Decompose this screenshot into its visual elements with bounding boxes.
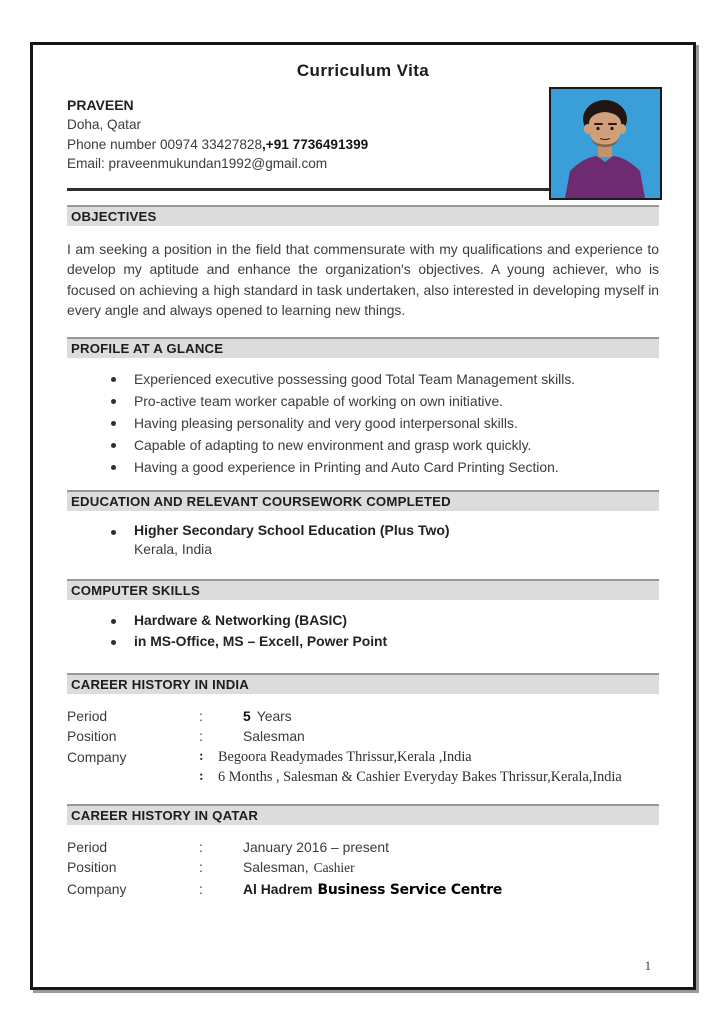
profile-heading-label: PROFILE AT A GLANCE xyxy=(71,340,224,356)
portrait-photo xyxy=(549,87,662,200)
row-label: Company xyxy=(67,748,127,765)
computer-skill-bullet: Hardware & Networking (BASIC) xyxy=(109,610,659,631)
education-heading-label: EDUCATION AND RELEVANT COURSEWORK COMPLETED xyxy=(71,493,451,509)
portrait-photo-graphic xyxy=(551,89,660,198)
row-value: January 2016 – present xyxy=(243,838,389,855)
position-secondary: Cashier xyxy=(313,860,355,875)
profile-bullet: Having pleasing personality and very good interpersonal skills. xyxy=(109,412,659,434)
contact-block xyxy=(67,95,659,174)
row-label xyxy=(67,767,199,788)
section-heading-computer-skills xyxy=(67,579,659,600)
row-colon: : xyxy=(199,859,203,875)
row-colon: : xyxy=(199,748,204,764)
career-row-company xyxy=(67,879,659,901)
photo-eyebrow-left xyxy=(594,123,603,125)
section-heading-education xyxy=(67,490,659,511)
row-label: Period xyxy=(67,707,108,724)
page-number: 1 xyxy=(644,959,651,973)
career-row-position xyxy=(67,857,659,879)
career-row-period xyxy=(67,837,659,858)
profile-bullet: Pro-active team worker capable of working on own initiative. xyxy=(109,390,659,412)
period-years-unit: Years xyxy=(256,707,292,724)
row-colon: : xyxy=(199,880,203,897)
row-label: Company xyxy=(67,880,127,897)
section-heading-career-qatar xyxy=(67,804,659,825)
company-name-part1: Al Hadrem xyxy=(243,880,313,897)
contact-location: Doha, Qatar xyxy=(67,117,142,132)
photo-eyebrow-right xyxy=(608,123,617,125)
row-value xyxy=(243,706,292,727)
education-item xyxy=(109,521,659,560)
document-title: Curriculum Vita xyxy=(296,61,430,80)
row-value xyxy=(243,857,355,879)
row-colon: : xyxy=(199,838,203,855)
career-india-rows xyxy=(67,706,659,788)
contact-phone-primary: Phone number 00974 33427828 xyxy=(67,136,263,152)
cv-content xyxy=(67,57,659,900)
photo-eye-left xyxy=(596,127,599,130)
contact-phone-secondary: ,+91 7736491399 xyxy=(262,136,369,152)
objectives-heading-label: OBJECTIVES xyxy=(71,208,157,224)
row-label: Position xyxy=(67,728,117,744)
career-row-period xyxy=(67,706,659,727)
contact-email: Email: praveenmukundan1992@gmail.com xyxy=(67,156,328,171)
education-item-title: Higher Secondary School Education (Plus Two) xyxy=(134,521,450,538)
profile-bullet-list xyxy=(109,368,659,478)
row-label: Position xyxy=(67,859,117,875)
career-india-heading-label: CAREER HISTORY IN INDIA xyxy=(71,676,250,692)
computer-skills-heading-label: COMPUTER SKILLS xyxy=(71,582,201,598)
profile-bullet: Having a good experience in Printing and Auto Card Printing Section. xyxy=(109,456,659,478)
section-heading-objectives xyxy=(67,205,659,226)
profile-bullet: Capable of adapting to new environment and grasp work quickly. xyxy=(109,434,659,456)
position-primary: Salesman, xyxy=(243,859,309,875)
row-colon: : xyxy=(199,728,203,744)
row-value: 6 Months , Salesman & Cashier Everyday Bakes Thrissur,Kerala,India xyxy=(218,769,622,785)
company-name-part2: Business Service Centre xyxy=(317,881,503,898)
photo-eye-right xyxy=(610,127,613,130)
row-value: Salesman xyxy=(243,728,305,744)
career-row-position xyxy=(67,726,659,747)
section-heading-profile xyxy=(67,337,659,358)
cv-page xyxy=(30,42,696,990)
row-value xyxy=(243,879,502,901)
section-heading-career-india xyxy=(67,673,659,694)
row-colon: : xyxy=(199,707,203,724)
row-value: Begoora Readymades Thrissur,Kerala ,India xyxy=(218,748,472,765)
row-label: Period xyxy=(67,838,108,855)
education-item-location: Kerala, India xyxy=(134,541,212,557)
period-years-number: 5 xyxy=(243,707,251,724)
computer-skill-bullet: in MS-Office, MS – Excell, Power Point xyxy=(109,631,659,652)
row-colon: : xyxy=(199,769,204,784)
objectives-paragraph: I am seeking a position in the field that commensurate with my qualifications and experience to develop my aptitude and enhance the organization's objectives. A young achiever, who is focused on achieving a high standard in task undertaken, also interested in developing myself in every angle and always opened to learning new things. xyxy=(67,240,659,318)
career-row-company xyxy=(67,747,659,768)
career-qatar-rows xyxy=(67,837,659,901)
profile-bullet: Experienced executive possessing good Total Team Management skills. xyxy=(109,368,659,390)
career-row-company-extra xyxy=(67,767,659,788)
career-qatar-heading-label: CAREER HISTORY IN QATAR xyxy=(71,807,259,823)
computer-skills-list xyxy=(109,610,659,652)
education-list xyxy=(109,521,659,560)
contact-name: PRAVEEN xyxy=(67,97,134,113)
